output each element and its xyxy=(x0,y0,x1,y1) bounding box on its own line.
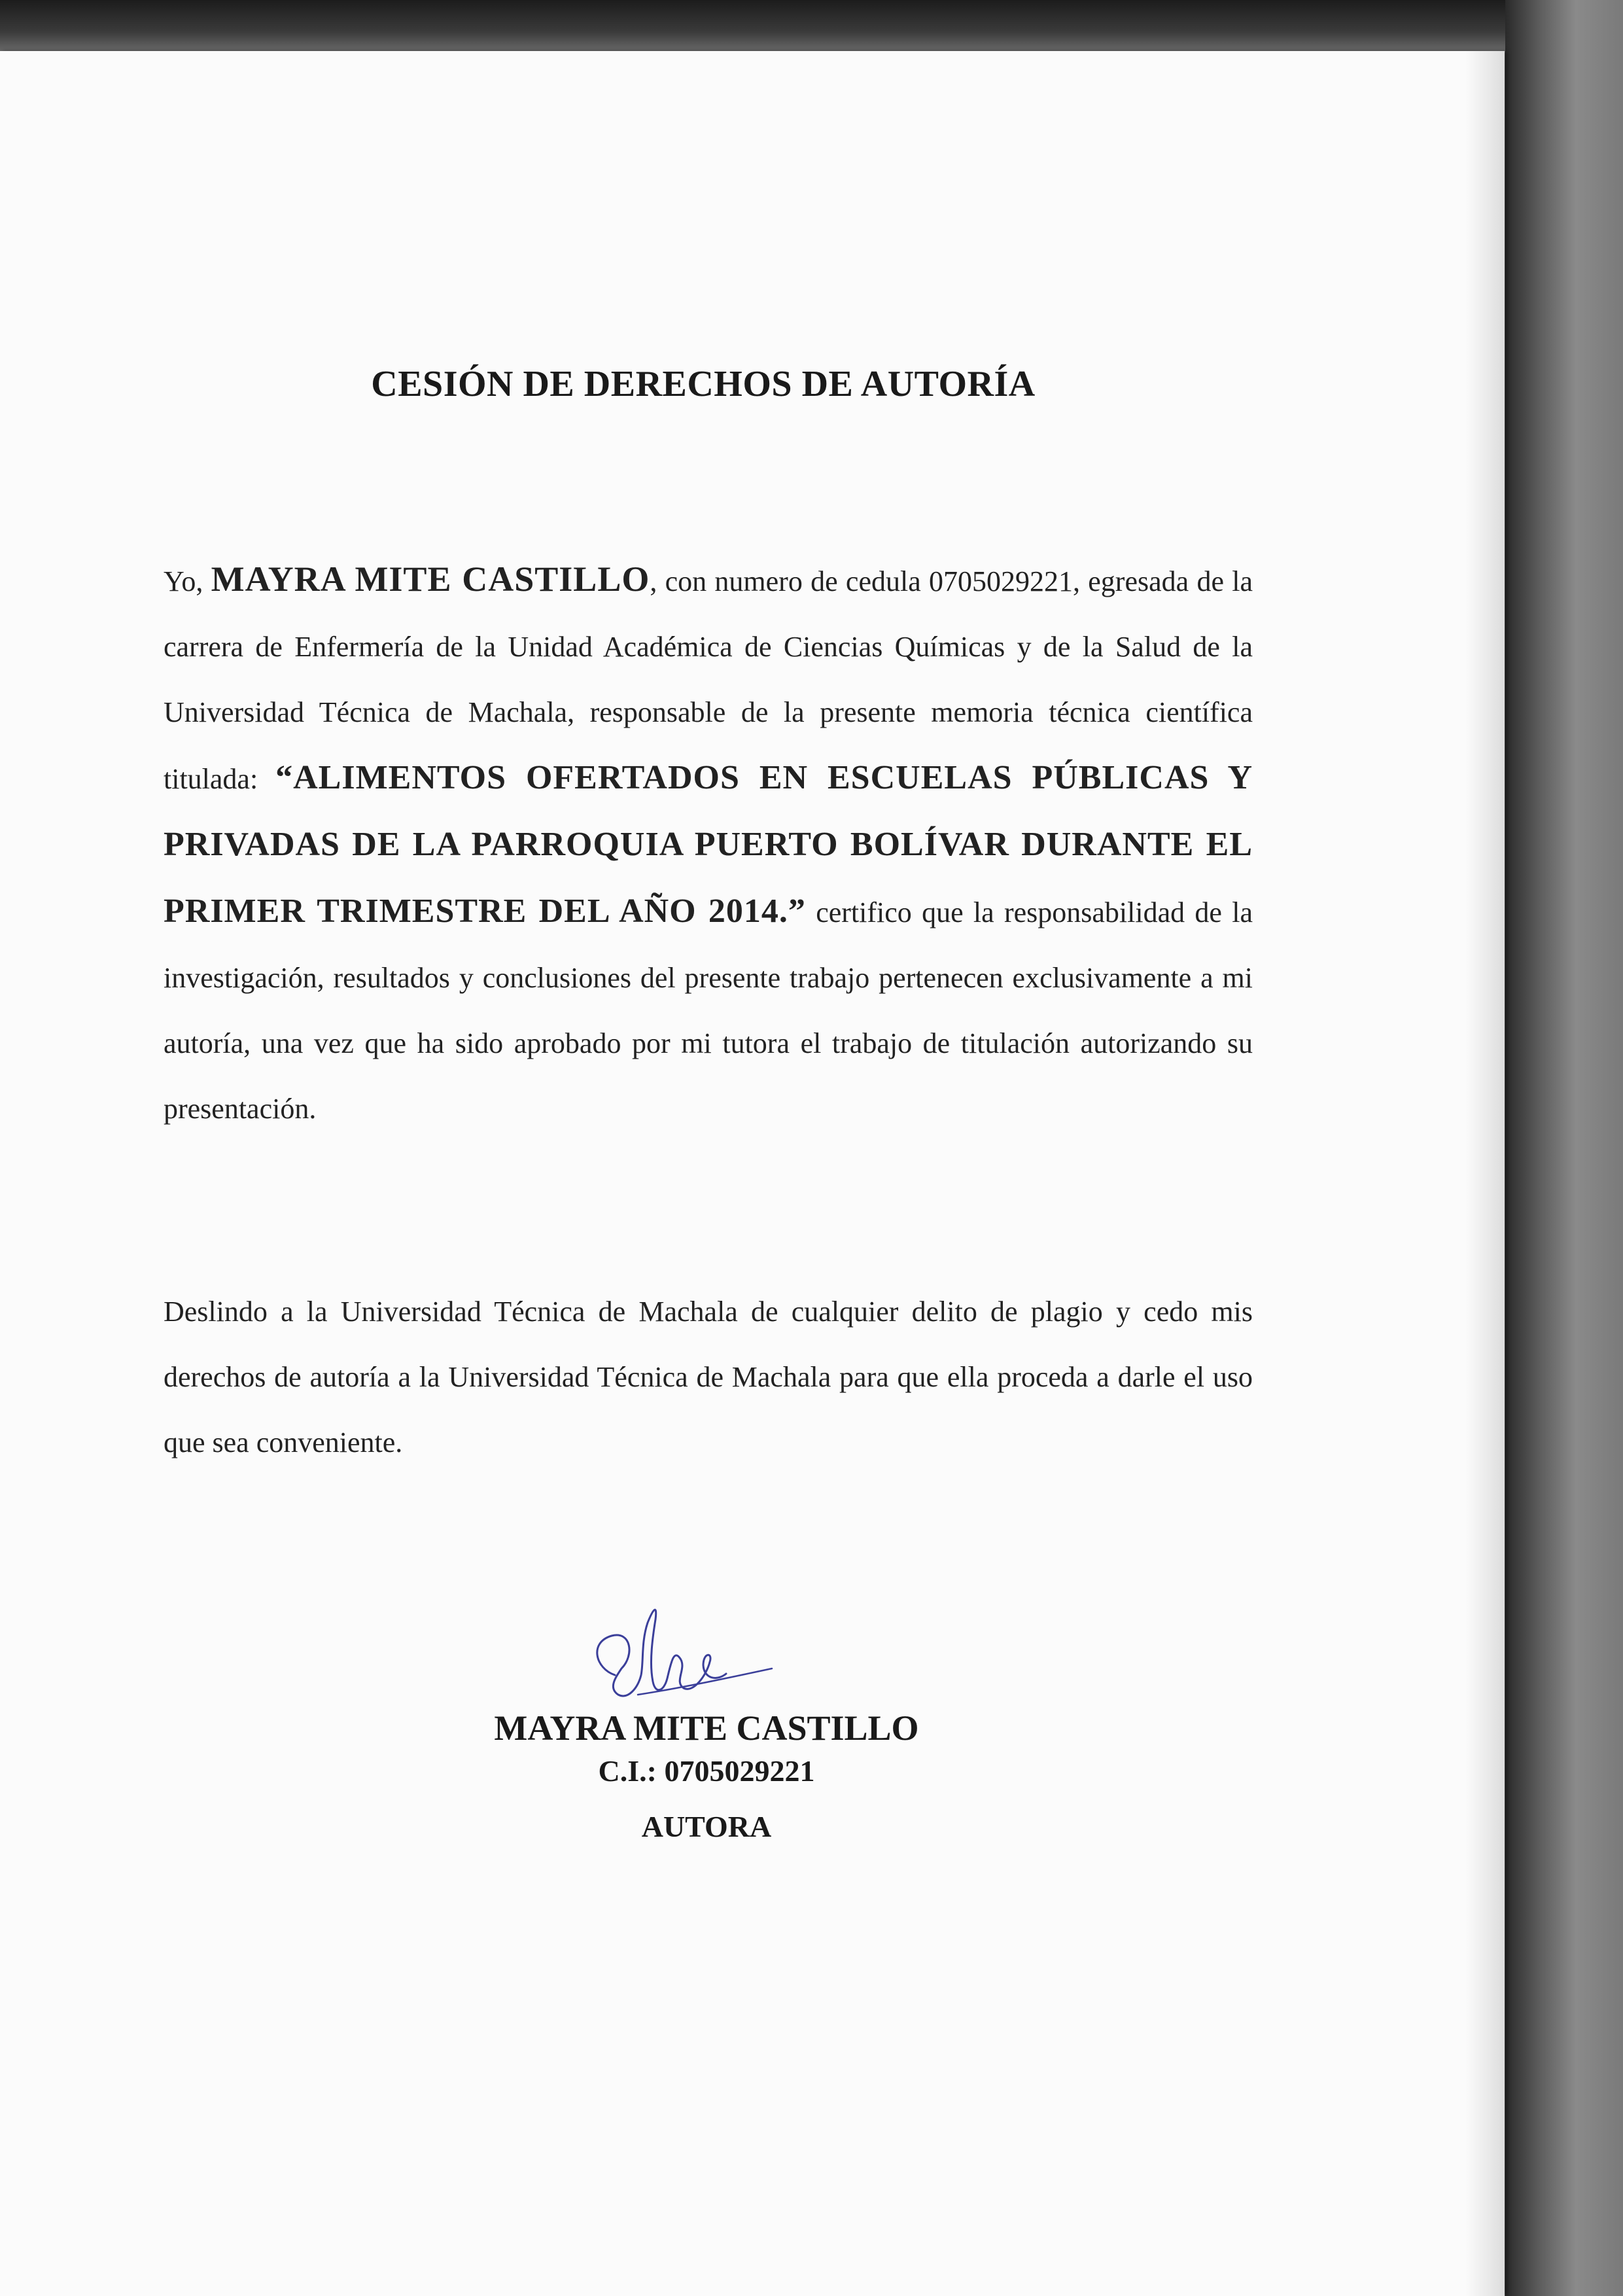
paragraph-disclaimer: Deslindo a la Universidad Técnica de Machala de cualquier delito de plagio y cedo mis derechos de autoría a la Universidad Técnica de Machala para que ella proceda a darle el uso que sea conveniente. xyxy=(164,1296,1253,1458)
paragraph-cession xyxy=(164,546,1253,1142)
page-shadow-edge xyxy=(1465,51,1505,2296)
scanner-top-edge xyxy=(0,0,1623,52)
author-name: MAYRA MITE CASTILLO xyxy=(211,559,650,599)
paragraph-after-name: , con numero de cedula 0705029221, egresada de la carrera de Enfermería de la Unidad Académica de Ciencias Químicas y de la Salud de la Universidad Técnica de Machala, responsable de la presente memoria técnica científica titulada: xyxy=(164,565,1253,795)
signature-id-number: C.I.: 0705029221 xyxy=(598,1754,815,1788)
work-title: “ALIMENTOS OFERTADOS EN ESCUELAS PÚBLICAS Y PRIVADAS DE LA PARROQUIA PUERTO BOLÍVAR DURANTE EL PRIMER TRIMESTRE DEL AÑO 2014.” xyxy=(164,759,1253,930)
paragraph-after-title: certifico que la responsabilidad de la investigación, resultados y conclusiones del presente trabajo pertenecen exclusivamente a mi autoría, una vez que ha sido aprobado por mi tutora el trabajo de titulación autorizando su presentación. xyxy=(164,896,1253,1125)
document-title: CESIÓN DE DERECHOS DE AUTORÍA xyxy=(371,364,1036,404)
scanner-right-edge xyxy=(1505,0,1623,2296)
signature-name: MAYRA MITE CASTILLO xyxy=(494,1708,919,1748)
paragraph-intro: Yo, xyxy=(164,565,211,597)
signature-role: AUTORA xyxy=(641,1810,772,1843)
